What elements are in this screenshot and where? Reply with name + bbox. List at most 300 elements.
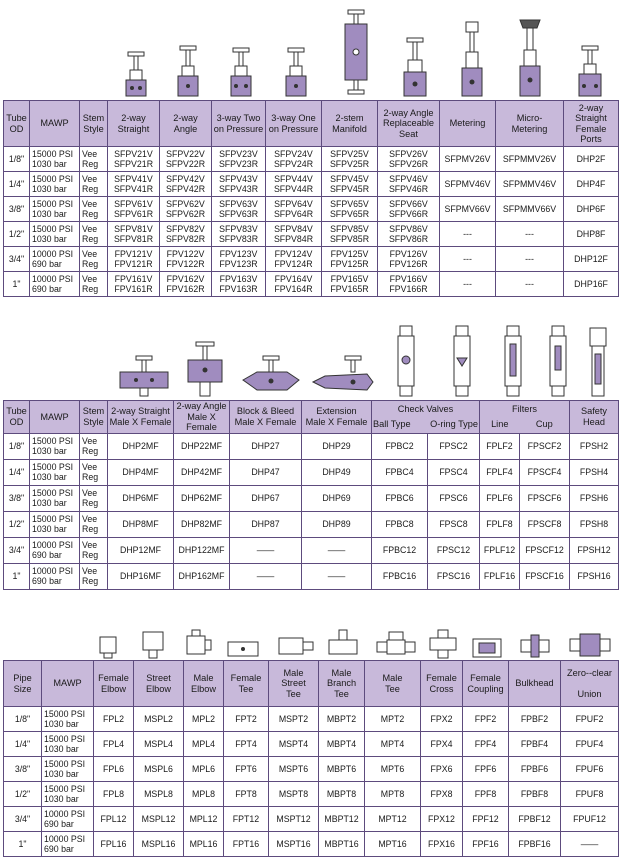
part-number-cell [496, 247, 564, 272]
part-number-cell-text: DHP29 [322, 441, 351, 451]
part-number-cell-text: --- [463, 254, 472, 264]
mawp-cell [42, 757, 94, 782]
header-check-valves: Check Valves [372, 401, 480, 417]
part-number-cell [184, 732, 224, 757]
header-mawp: MAWP [42, 661, 94, 707]
table-row [4, 485, 619, 511]
part-number-cell [378, 247, 440, 272]
part-number-cell-text: FPSC16 [436, 571, 471, 581]
part-number-cell-text: SFPMV46V [444, 179, 491, 189]
stem-cell-text: Vee Reg [82, 249, 99, 269]
part-number-cell-text: MPL16 [189, 839, 218, 849]
part-number-cell [372, 433, 428, 459]
table-row [4, 433, 619, 459]
part-number-cell [212, 172, 266, 197]
part-number-cell-text: FPX12 [428, 814, 455, 824]
part-number-cell [174, 485, 230, 511]
part-number-cell [108, 222, 160, 247]
part-number-cell-text: FPSC12 [436, 545, 471, 555]
part-number-cell [440, 172, 496, 197]
part-number-cell-text: MBPT16 [324, 839, 359, 849]
header-pipe-size: Pipe Size [4, 661, 42, 707]
filter-icon [537, 324, 579, 400]
table-row [4, 732, 619, 757]
part-number-cell-text: FPBF2 [520, 714, 549, 724]
part-number-cell-text: FPX8 [430, 789, 453, 799]
part-number-cell [230, 563, 302, 589]
part-number-cell [561, 757, 619, 782]
size-cell-text: 3/8" [14, 764, 31, 774]
size-cell [4, 563, 30, 589]
part-number-cell [266, 197, 322, 222]
header-line: Line [480, 417, 520, 433]
part-number-cell [224, 707, 269, 732]
part-number-cell-text: SFPV46V SFPV46R [388, 174, 429, 194]
size-cell [4, 782, 42, 807]
size-cell-text: 1/8" [8, 441, 25, 451]
part-number-cell-text: MSPL4 [144, 739, 173, 749]
part-number-cell-text: DHP67 [251, 493, 280, 503]
part-number-cell [302, 433, 372, 459]
stem-cell [80, 247, 108, 272]
part-number-cell [108, 511, 174, 537]
part-number-cell [319, 757, 365, 782]
part-number-cell-text: MSPT16 [276, 839, 311, 849]
part-number-cell [480, 537, 520, 563]
part-number-cell [463, 732, 509, 757]
accessory-illustrations [3, 320, 618, 400]
part-number-cell [440, 247, 496, 272]
part-number-cell-text: MSPT4 [278, 739, 309, 749]
part-number-cell [319, 832, 365, 857]
stem-cell-text: Vee Reg [82, 436, 99, 456]
male-elbow-icon [181, 628, 217, 660]
part-number-cell [520, 485, 570, 511]
mawp-cell [30, 563, 80, 589]
part-number-cell-text: FPSCF6 [527, 493, 562, 503]
part-number-cell-text: FPSCF8 [527, 519, 562, 529]
part-number-cell [108, 147, 160, 172]
part-number-cell-text: FPBF16 [518, 839, 551, 849]
part-number-cell-text: —— [580, 839, 599, 849]
part-number-cell [269, 832, 319, 857]
mawp-cell [42, 832, 94, 857]
header-straight-mf: 2-way Straight Male X Female [108, 401, 174, 434]
size-cell [4, 537, 30, 563]
part-number-cell [319, 707, 365, 732]
header-mawp: MAWP [30, 101, 80, 147]
part-number-cell-text: MPT6 [380, 764, 405, 774]
valve-accessory-section [3, 320, 618, 590]
mawp-cell-text: 15000 PSI 1030 bar [32, 462, 74, 482]
size-cell [4, 485, 30, 511]
part-number-cell-text: FPV166V FPV166R [389, 274, 428, 294]
part-number-cell [94, 707, 134, 732]
part-number-cell [94, 732, 134, 757]
header-female-elbow: Female Elbow [94, 661, 134, 707]
part-number-cell-text: FPBC16 [382, 571, 417, 581]
part-number-cell-text: MPL8 [192, 789, 215, 799]
valve-icon [177, 340, 233, 400]
part-number-cell [463, 832, 509, 857]
part-number-cell-text: —— [327, 545, 346, 555]
mawp-cell [30, 537, 80, 563]
part-number-cell-text: FPBC6 [385, 493, 414, 503]
part-number-cell [570, 459, 619, 485]
part-number-cell [496, 222, 564, 247]
part-number-cell [319, 782, 365, 807]
stem-cell-text: Vee Reg [82, 174, 99, 194]
part-number-cell [570, 537, 619, 563]
female-tee-icon [223, 638, 263, 660]
part-number-cell [365, 732, 421, 757]
part-number-cell-text: --- [463, 279, 472, 289]
part-number-cell-text: FPX16 [428, 839, 455, 849]
mawp-cell-text: 10000 PSI 690 bar [32, 566, 74, 586]
part-number-cell-text: MPL6 [192, 764, 215, 774]
part-number-cell [108, 247, 160, 272]
size-cell [4, 757, 42, 782]
part-number-cell-text: --- [525, 229, 534, 239]
valve-table [3, 100, 619, 297]
part-number-cell-text: SFPV84V SFPV84R [273, 224, 314, 244]
part-number-cell-text: FPL4 [102, 739, 125, 749]
part-number-cell-text: FPF8 [474, 789, 497, 799]
part-number-cell [428, 433, 480, 459]
part-number-cell-text: MPL12 [189, 814, 218, 824]
part-number-cell [509, 757, 561, 782]
part-number-cell-text: SFPV44V SFPV44R [273, 174, 314, 194]
part-number-cell [134, 757, 184, 782]
part-number-cell-text: FPF12 [472, 814, 499, 824]
part-number-cell [269, 782, 319, 807]
mawp-cell [30, 172, 80, 197]
stem-cell [80, 563, 108, 589]
part-number-cell [184, 782, 224, 807]
header-female-ports: 2-way Straight Female Ports [564, 101, 619, 147]
part-number-cell [496, 272, 564, 297]
part-number-cell-text: FPLF2 [486, 441, 513, 451]
part-number-cell-text: SFPMMV26V [502, 154, 557, 164]
part-number-cell [365, 757, 421, 782]
part-number-cell [520, 433, 570, 459]
part-number-cell [480, 511, 520, 537]
mawp-cell [42, 782, 94, 807]
part-number-cell-text: MSPL6 [144, 764, 173, 774]
part-number-cell-text: FPX6 [430, 764, 453, 774]
size-cell-text: 1" [18, 839, 27, 849]
extension-valve-icon [309, 354, 377, 400]
part-number-cell-text: FPSCF4 [527, 467, 562, 477]
part-number-cell-text: DHP2MF [122, 441, 159, 451]
part-number-cell [160, 222, 212, 247]
part-number-cell [570, 485, 619, 511]
valve-icon [113, 354, 175, 400]
part-number-cell-text: DHP162MF [178, 571, 225, 581]
header-female-coupling: Female Coupling [463, 661, 509, 707]
part-number-cell-text: FPSCF12 [525, 545, 564, 555]
part-number-cell [564, 172, 619, 197]
part-number-cell [561, 807, 619, 832]
table-row [4, 459, 619, 485]
part-number-cell [302, 511, 372, 537]
street-elbow-icon [135, 628, 171, 660]
stem-cell [80, 511, 108, 537]
mawp-cell-text: 10000 PSI 690 bar [44, 809, 86, 829]
male-street-tee-icon [273, 634, 317, 660]
part-number-cell-text: FPUF12 [573, 814, 606, 824]
part-number-cell [480, 485, 520, 511]
mawp-cell-text: 15000 PSI 1030 bar [32, 199, 74, 219]
part-number-cell-text: SFPV86V SFPV86R [388, 224, 429, 244]
block-bleed-valve-icon [237, 354, 305, 400]
part-number-cell-text: —— [327, 571, 346, 581]
part-number-cell [269, 807, 319, 832]
part-number-cell [440, 197, 496, 222]
valve-icon [219, 46, 263, 100]
size-cell [4, 732, 42, 757]
stem-cell [80, 433, 108, 459]
table-row [4, 832, 619, 857]
size-cell [4, 511, 30, 537]
part-number-cell [134, 807, 184, 832]
part-number-cell-text: FPT2 [235, 714, 257, 724]
part-number-cell [322, 147, 378, 172]
part-number-cell [230, 485, 302, 511]
part-number-cell-text: DHP12F [574, 254, 608, 264]
part-number-cell [561, 732, 619, 757]
stem-cell [80, 537, 108, 563]
size-cell-text: 3/8" [8, 204, 25, 214]
part-number-cell-text: SFPV64V SFPV64R [273, 199, 314, 219]
part-number-cell [266, 272, 322, 297]
mawp-cell-text: 15000 PSI 1030 bar [32, 488, 74, 508]
part-number-cell [463, 807, 509, 832]
part-number-cell [319, 732, 365, 757]
part-number-cell-text: FPSC6 [439, 493, 468, 503]
part-number-cell-text: MPT16 [378, 839, 407, 849]
part-number-cell [94, 832, 134, 857]
part-number-cell-text: —— [256, 545, 275, 555]
part-number-cell [570, 511, 619, 537]
stem-cell [80, 485, 108, 511]
part-number-cell [378, 197, 440, 222]
header-micro-metering: Micro- Metering [496, 101, 564, 147]
part-number-cell [421, 832, 463, 857]
part-number-cell [509, 707, 561, 732]
fitting-illustrations [3, 618, 618, 660]
part-number-cell-text: SFPV65V SFPV65R [329, 199, 370, 219]
mawp-cell [30, 272, 80, 297]
check-valve-icon [381, 324, 431, 400]
part-number-cell-text: --- [525, 254, 534, 264]
part-number-cell-text: DHP69 [322, 493, 351, 503]
table-row [4, 757, 619, 782]
table-row [4, 807, 619, 832]
part-number-cell [108, 272, 160, 297]
part-number-cell [266, 172, 322, 197]
female-elbow-icon [93, 634, 123, 660]
part-number-cell-text: FPF6 [474, 764, 497, 774]
mawp-cell [30, 511, 80, 537]
check-valve-icon [437, 324, 487, 400]
part-number-cell [480, 433, 520, 459]
part-number-cell-text: FPV161V FPV161R [114, 274, 153, 294]
table-row [4, 563, 619, 589]
part-number-cell-text: --- [463, 229, 472, 239]
part-number-cell [428, 485, 480, 511]
size-cell-text: 1/8" [14, 714, 31, 724]
part-number-cell-text: FPT4 [235, 739, 257, 749]
size-cell-text: 1/4" [8, 467, 25, 477]
part-number-cell [174, 433, 230, 459]
mawp-cell [42, 707, 94, 732]
part-number-cell [266, 247, 322, 272]
part-number-cell [520, 511, 570, 537]
part-number-cell [108, 172, 160, 197]
size-cell-text: 1/2" [8, 519, 25, 529]
part-number-cell [428, 537, 480, 563]
part-number-cell [322, 222, 378, 247]
accessory-table [3, 400, 619, 590]
manifold-valve-icon [331, 8, 381, 100]
part-number-cell [378, 272, 440, 297]
part-number-cell-text: DHP27 [251, 441, 280, 451]
part-number-cell [570, 563, 619, 589]
part-number-cell-text: SFPV42V SFPV42R [165, 174, 206, 194]
part-number-cell-text: SFPV62V SFPV62R [165, 199, 206, 219]
stem-cell-text: Vee Reg [82, 540, 99, 560]
stem-cell [80, 172, 108, 197]
mawp-cell-text: 15000 PSI 1030 bar [32, 149, 74, 169]
size-cell [4, 459, 30, 485]
header-cup: Cup [520, 417, 570, 433]
part-number-cell [174, 563, 230, 589]
part-number-cell-text: SFPV22V SFPV22R [165, 149, 206, 169]
header-ball-type: Ball Type [372, 417, 428, 433]
part-number-cell [561, 782, 619, 807]
part-number-cell [108, 433, 174, 459]
filter-icon [491, 324, 535, 400]
stem-cell-text: Vee Reg [82, 149, 99, 169]
stem-cell-text: Vee Reg [82, 199, 99, 219]
part-number-cell [184, 757, 224, 782]
part-number-cell [496, 172, 564, 197]
mawp-cell-text: 15000 PSI 1030 bar [44, 709, 86, 729]
table-row [4, 222, 619, 247]
part-number-cell-text: MPL4 [192, 739, 215, 749]
part-number-cell-text: SFPV45V SFPV45R [329, 174, 370, 194]
part-number-cell [372, 563, 428, 589]
header-male-branch-tee: Male Branch Tee [319, 661, 365, 707]
part-number-cell-text: SFPV82V SFPV82R [165, 224, 206, 244]
part-number-cell [463, 782, 509, 807]
header-extension: Extension Male X Female [302, 401, 372, 434]
part-number-cell [509, 732, 561, 757]
part-number-cell [372, 537, 428, 563]
size-cell-text: 1/4" [14, 739, 31, 749]
part-number-cell-text: SFPV41V SFPV41R [113, 174, 154, 194]
stem-cell-text: Vee Reg [82, 462, 99, 482]
size-cell-text: 3/8" [8, 493, 25, 503]
mawp-cell-text: 15000 PSI 1030 bar [32, 514, 74, 534]
part-number-cell [134, 707, 184, 732]
part-number-cell-text: MPT12 [378, 814, 407, 824]
part-number-cell [174, 537, 230, 563]
header-male-elbow: Male Elbow [184, 661, 224, 707]
part-number-cell-text: MPT2 [380, 714, 405, 724]
part-number-cell-text: FPF4 [474, 739, 497, 749]
size-cell [4, 707, 42, 732]
part-number-cell [108, 537, 174, 563]
part-number-cell-text: SFPV85V SFPV85R [329, 224, 370, 244]
header-3way-one: 3-way One on Pressure [266, 101, 322, 147]
part-number-cell-text: FPX2 [430, 714, 453, 724]
table-row [4, 272, 619, 297]
part-number-cell-text: FPT8 [235, 789, 257, 799]
size-cell-text: 3/4" [8, 254, 25, 264]
part-number-cell [269, 757, 319, 782]
mawp-cell-text: 10000 PSI 690 bar [32, 540, 74, 560]
part-number-cell-text: MBPT12 [324, 814, 359, 824]
part-number-cell [480, 459, 520, 485]
part-number-cell-text: MSPT2 [278, 714, 309, 724]
mawp-cell-text: 10000 PSI 690 bar [44, 834, 86, 854]
size-cell [4, 172, 30, 197]
part-number-cell-text: FPT6 [235, 764, 257, 774]
part-number-cell-text: FPSC4 [439, 467, 468, 477]
table-row [4, 707, 619, 732]
part-number-cell-text: DHP47 [251, 467, 280, 477]
size-cell-text: 1/8" [8, 154, 25, 164]
stem-cell-text: Vee Reg [82, 488, 99, 508]
part-number-cell [378, 172, 440, 197]
part-number-cell [322, 272, 378, 297]
part-number-cell-text: FPF2 [474, 714, 497, 724]
valve-icon [167, 44, 209, 100]
part-number-cell-text: MPT8 [380, 789, 405, 799]
part-number-cell [322, 247, 378, 272]
part-number-cell-text: FPV126V FPV126R [389, 249, 428, 269]
mawp-cell-text: 15000 PSI 1030 bar [32, 436, 74, 456]
part-number-cell-text: FPSCF16 [525, 571, 564, 581]
part-number-cell-text: DHP16F [574, 279, 608, 289]
table-row [4, 247, 619, 272]
stem-cell-text: Vee Reg [82, 566, 99, 586]
part-number-cell [184, 832, 224, 857]
size-cell [4, 247, 30, 272]
valve-illustrations [3, 6, 618, 100]
part-number-cell [520, 563, 570, 589]
stem-cell [80, 197, 108, 222]
part-number-cell [230, 537, 302, 563]
part-number-cell [440, 147, 496, 172]
part-number-cell-text: FPBC2 [385, 441, 414, 451]
part-number-cell [421, 757, 463, 782]
part-number-cell [108, 563, 174, 589]
mawp-cell [30, 222, 80, 247]
micro-metering-valve-icon [503, 16, 557, 100]
part-number-cell [266, 147, 322, 172]
part-number-cell [365, 807, 421, 832]
part-number-cell [266, 222, 322, 247]
header-2way-straight: 2-way Straight [108, 101, 160, 147]
part-number-cell-text: FPL12 [100, 814, 127, 824]
header-filters: Filters [480, 401, 570, 417]
size-cell-text: 1" [12, 279, 21, 289]
part-number-cell [365, 707, 421, 732]
header-male-street-tee: Male Street Tee [269, 661, 319, 707]
